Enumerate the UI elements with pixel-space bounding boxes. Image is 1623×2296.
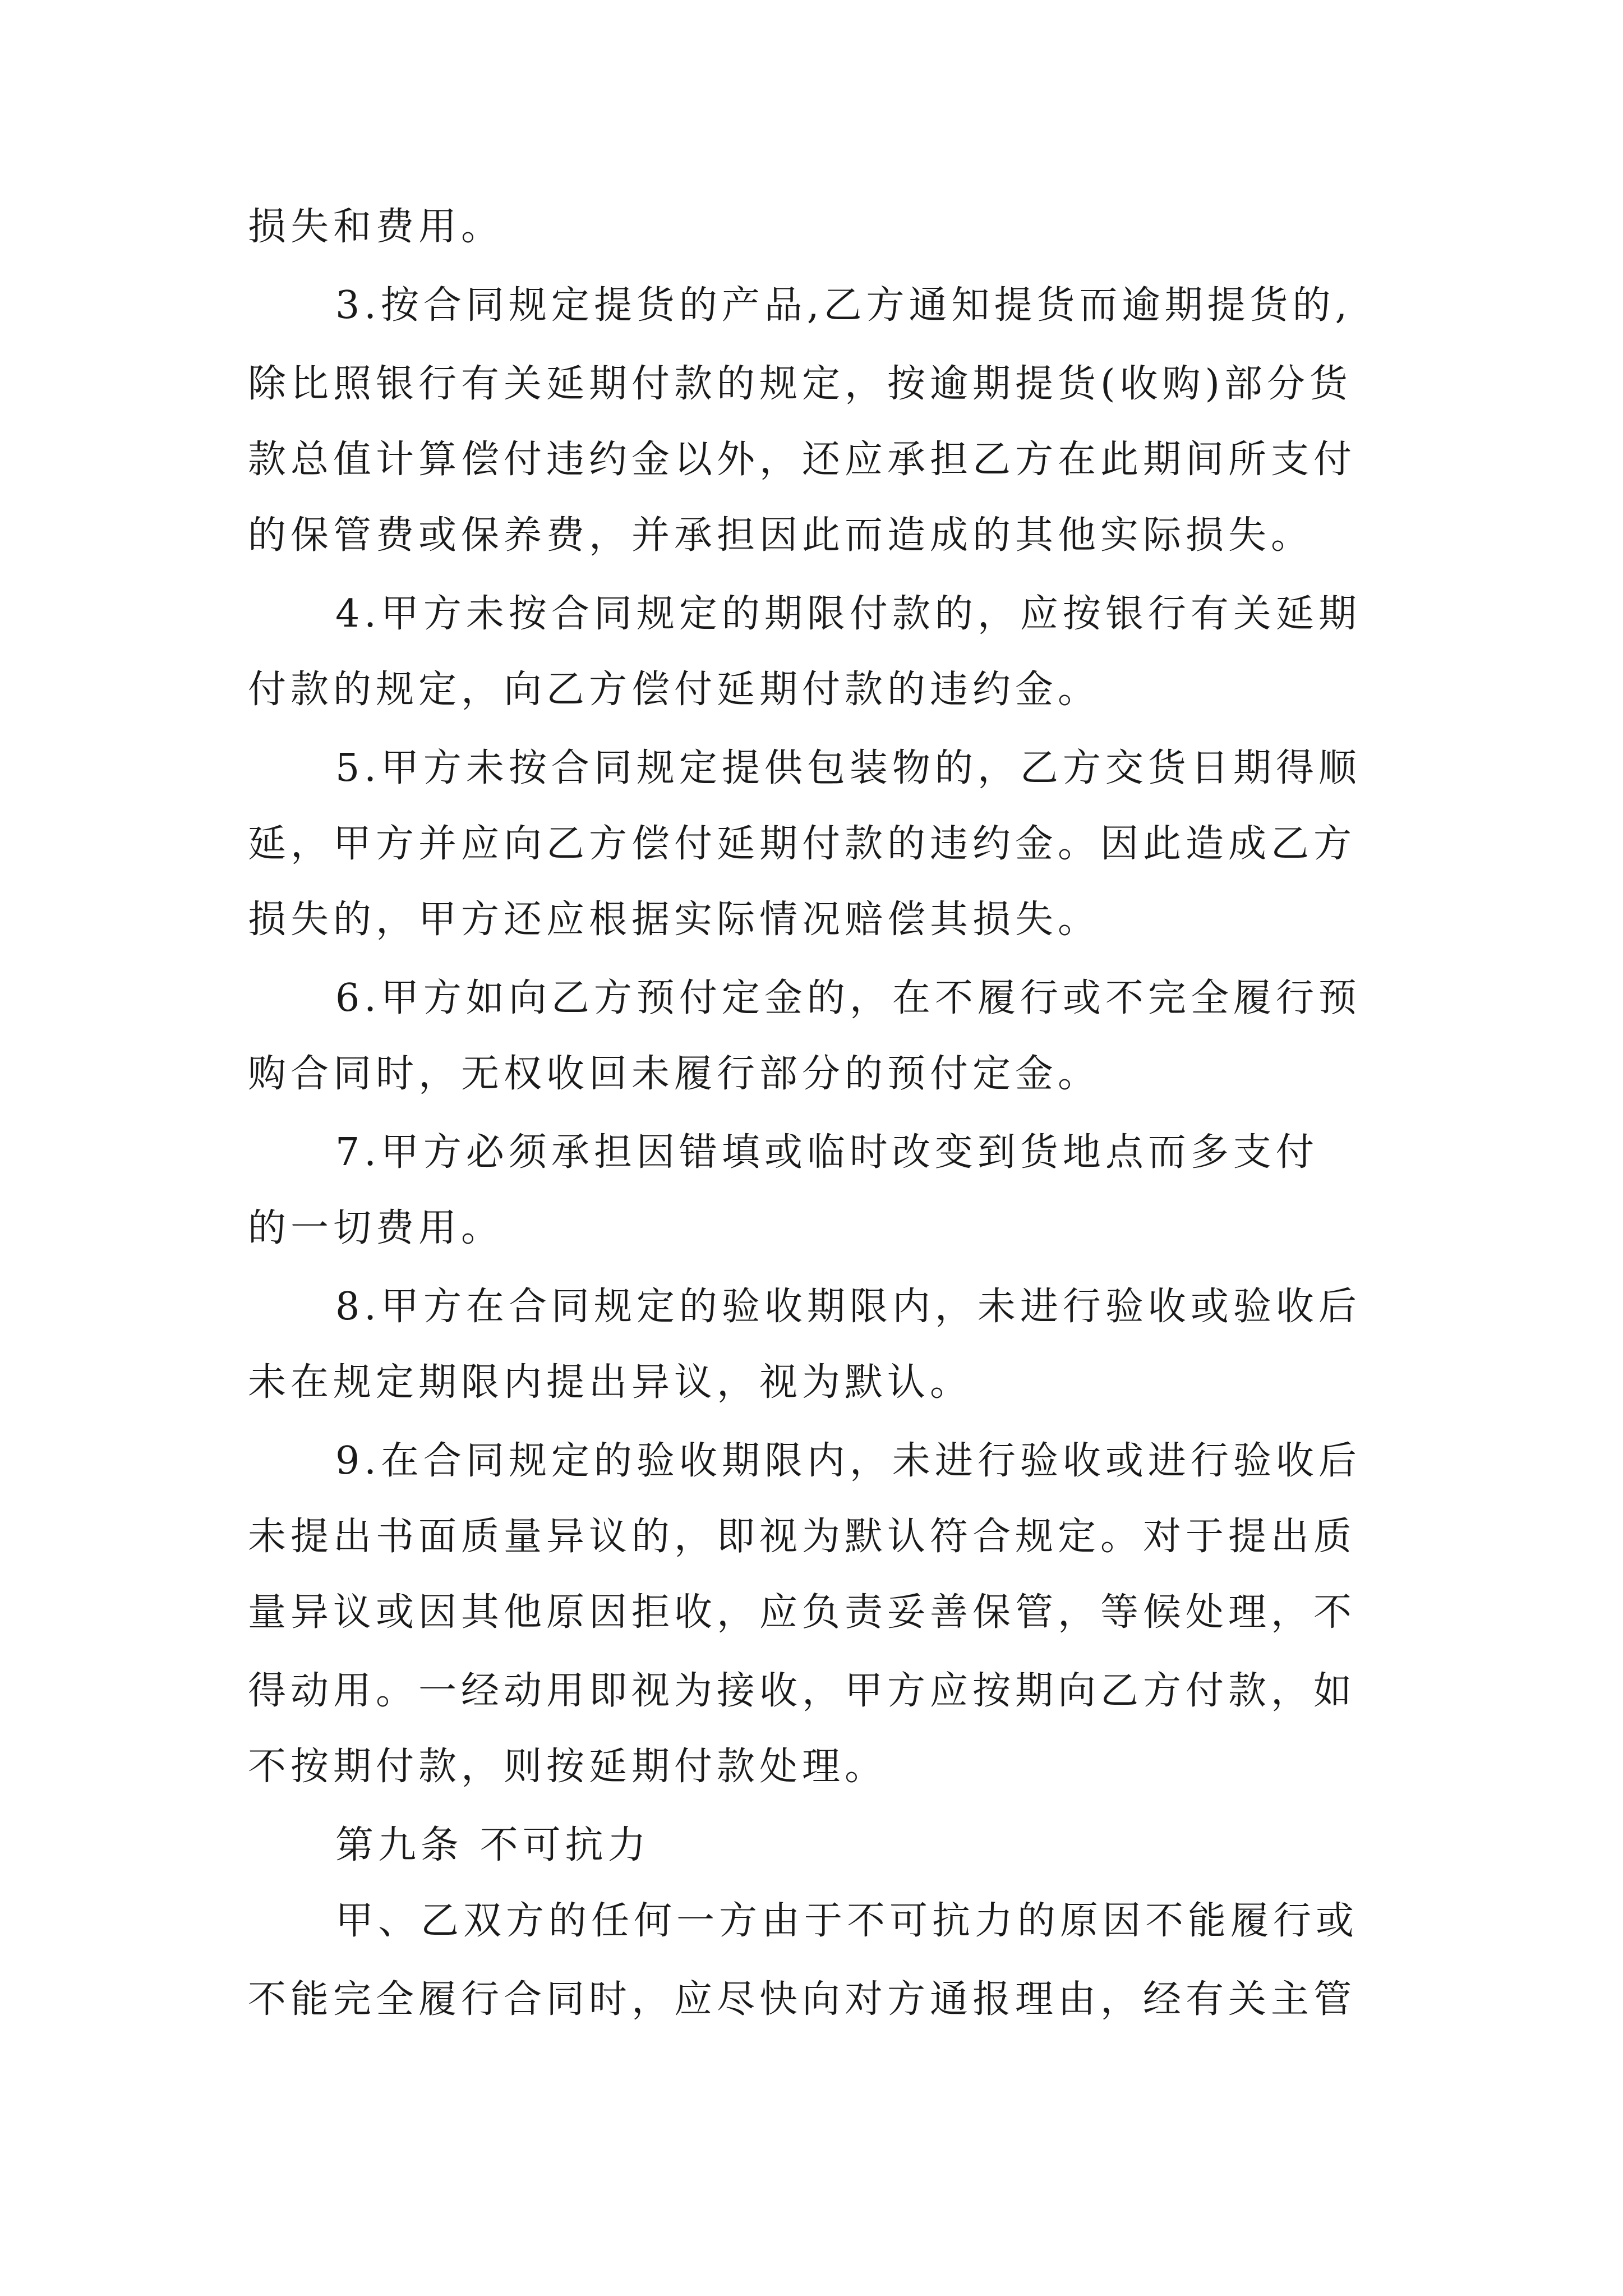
text-line: 未提出书面质量异议的，即视为默认符合规定。对于提出质 [248,1515,1357,1559]
text-line: 未在规定期限内提出异议，视为默认。 [248,1360,973,1405]
text-line: 7.甲方必须承担因错填或临时改变到货地点而多支付 [335,1130,1318,1175]
text-line: 4.甲方未按合同规定的期限付款的，应按银行有关延期 [335,592,1361,636]
text-line: 除比照银行有关延期付款的规定，按逾期提货(收购)部分货 [248,362,1353,406]
text-line: 付款的规定，向乙方偿付延期付款的违约金。 [248,668,1101,712]
text-line: 损失的，甲方还应根据实际情况赔偿其损失。 [248,898,1101,942]
text-line: 购合同时，无权收回未履行部分的预付定金。 [248,1052,1101,1096]
text-line: 损失和费用。 [248,205,504,249]
text-line: 不能完全履行合同时，应尽快向对方通报理由，经有关主管 [248,1977,1357,2022]
text-line: 6.甲方如向乙方预付定金的，在不履行或不完全履行预 [335,976,1361,1020]
text-line: 3.按合同规定提货的产品,乙方通知提货而逾期提货的, [335,283,1352,328]
text-line: 不按期付款，则按延期付款处理。 [248,1745,888,1789]
text-line: 得动用。一经动用即视为接收，甲方应按期向乙方付款，如 [248,1669,1357,1713]
text-line: 的保管费或保养费，并承担因此而造成的其他实际损失。 [248,513,1314,558]
text-line: 量异议或因其他原因拒收，应负责妥善保管，等候处理，不 [248,1590,1357,1635]
text-line: 甲、乙双方的任何一方由于不可抗力的原因不能履行或 [335,1899,1359,1943]
text-line: 款总值计算偿付违约金以外，还应承担乙方在此期间所支付 [248,438,1357,482]
text-line: 9.在合同规定的验收期限内，未进行验收或进行验收后 [335,1439,1361,1483]
text-line: 5.甲方未按合同规定提供包装物的，乙方交货日期得顺 [335,746,1361,790]
text-line: 8.甲方在合同规定的验收期限内，未进行验收或验收后 [335,1285,1361,1329]
text-line: 的一切费用。 [248,1206,504,1250]
section-heading: 第九条 不可抗力 [335,1823,651,1867]
text-line: 延，甲方并应向乙方偿付延期付款的违约金。因此造成乙方 [248,822,1357,866]
